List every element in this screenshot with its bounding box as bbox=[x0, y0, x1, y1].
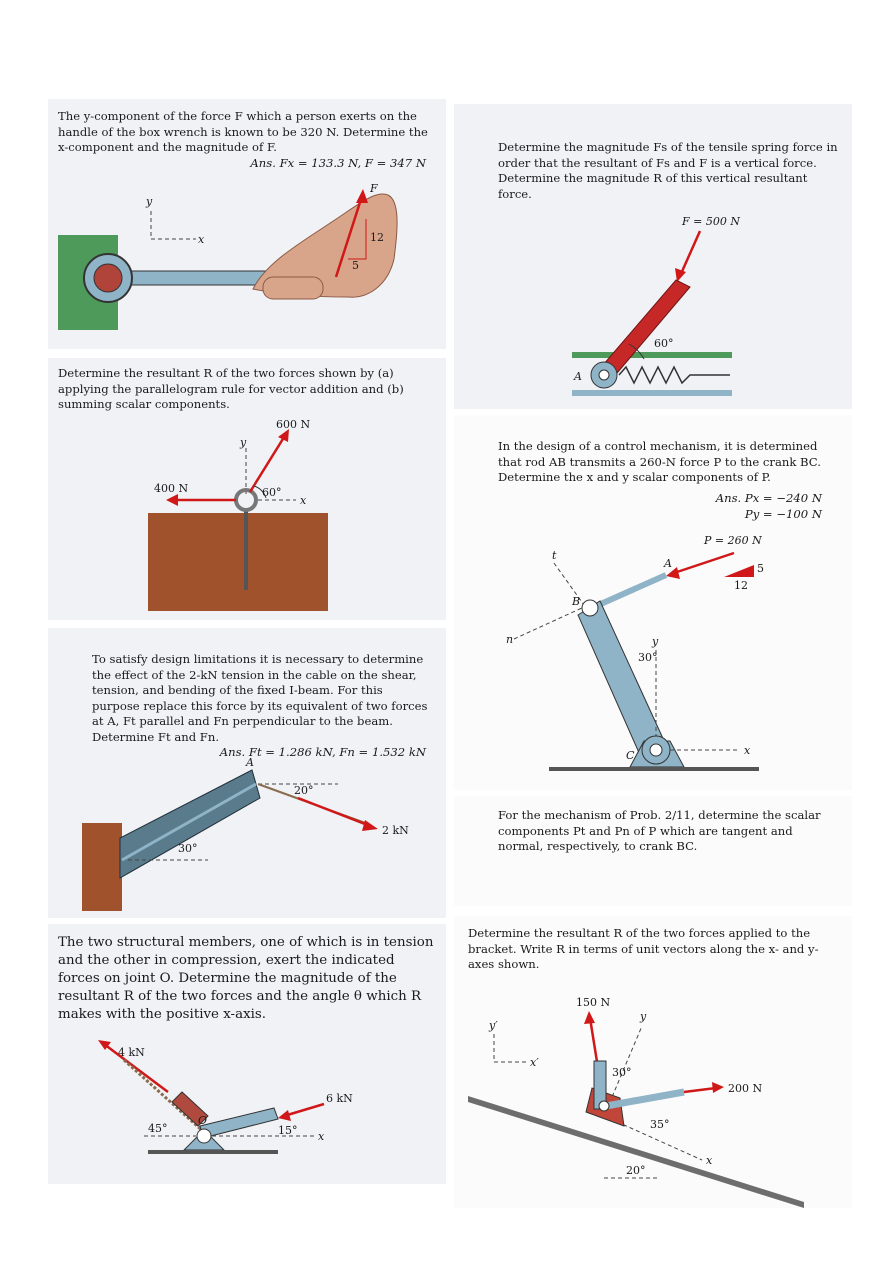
problem-4-panel bbox=[454, 415, 852, 790]
joint bbox=[599, 1101, 609, 1111]
angle-35-label: 35° bbox=[650, 1118, 670, 1131]
angle-20-label: 20° bbox=[294, 784, 314, 797]
force-600-arrow bbox=[250, 434, 286, 492]
point-c-label: C bbox=[626, 749, 635, 762]
force-6kn-arrowhead bbox=[278, 1110, 291, 1121]
force-600-label: 600 N bbox=[276, 418, 311, 431]
force-400-label: 400 N bbox=[154, 482, 189, 495]
angle-label: 30° bbox=[638, 651, 658, 664]
bracket-figure bbox=[454, 916, 852, 1208]
force-label: F = 500 N bbox=[682, 215, 740, 228]
y-axis-label: y bbox=[652, 635, 659, 648]
problem-3-text: Determine the resultant R of the two forces shown by (a) applying the parallelogram rule for vector addition and (b) summing scalar components. bbox=[58, 366, 404, 412]
xp-axis-label: x′ bbox=[530, 1056, 539, 1069]
n-axis bbox=[514, 607, 584, 639]
n-axis-label: n bbox=[506, 633, 514, 646]
force-400-arrowhead bbox=[166, 494, 178, 506]
thumb bbox=[263, 277, 323, 299]
problem-8-text: Determine the resultant R of the two forces applied to the bracket. Write R in terms of unit vectors along the x- and y-axes shown. bbox=[468, 926, 819, 972]
yp-axis-label: y′ bbox=[489, 1019, 498, 1032]
y-axis-label: y bbox=[240, 436, 247, 449]
force-f-label: F bbox=[370, 182, 378, 195]
x-axis-label: x bbox=[198, 233, 205, 246]
angle-20-label: 20° bbox=[626, 1164, 646, 1177]
problem-7-panel bbox=[48, 924, 446, 1184]
spring bbox=[619, 367, 730, 383]
x-axis-label: x bbox=[300, 494, 307, 507]
wrench-figure bbox=[48, 99, 446, 349]
problem-4-answer-2: Py = −100 N bbox=[744, 507, 822, 521]
problem-4-answer-1: Ans. Px = −240 N bbox=[715, 491, 822, 505]
ground bbox=[549, 767, 759, 771]
problem-4-text: In the design of a control mechanism, it is determined that rod AB transmits a 260-N force P to the crank BC. Determine the x and y scalar components of P. bbox=[498, 439, 821, 485]
crank-figure bbox=[454, 415, 852, 790]
angle-30-label: 30° bbox=[612, 1066, 632, 1079]
spring-figure bbox=[454, 104, 852, 409]
rod-ab bbox=[594, 575, 666, 607]
problem-7-text: The two structural members, one of which is in tension and the other in compression, exert the indicated forces on joint O. Determine the magnitude of the resultant R of the two forces and the angle θ which R makes with the positive x-axis. bbox=[58, 935, 434, 1022]
point-a-label: A bbox=[664, 557, 672, 570]
ibeam-figure bbox=[48, 628, 446, 918]
slope-rise: 5 bbox=[757, 562, 764, 575]
force-label: 2 kN bbox=[382, 824, 409, 837]
force-150-label: 150 N bbox=[576, 996, 611, 1009]
force-200-label: 200 N bbox=[728, 1082, 763, 1095]
problem-2-panel bbox=[454, 104, 852, 409]
t-axis-label: t bbox=[552, 549, 557, 562]
problem-5-answer: Ans. Ft = 1.286 kN, Fn = 1.532 kN bbox=[219, 745, 426, 759]
problem-2-text: Determine the magnitude Fs of the tensile spring force in order that the resultant of Fs and F is a vertical force. Determine the magnitude R of this vertical resultant force. bbox=[498, 140, 838, 201]
problem-3-panel bbox=[48, 358, 446, 620]
force-arrow bbox=[680, 231, 700, 276]
y-axis-label: y bbox=[640, 1010, 647, 1023]
support-bottom bbox=[572, 390, 732, 396]
x-axis-label: x bbox=[706, 1154, 713, 1167]
force-f-arrowhead bbox=[356, 189, 368, 203]
x-axis-label: x bbox=[318, 1130, 325, 1143]
pivot-b bbox=[582, 600, 598, 616]
bolt bbox=[94, 264, 122, 292]
problem-1-answer: Ans. Fx = 133.3 N, F = 347 N bbox=[250, 156, 426, 170]
pivot-label: A bbox=[574, 370, 582, 383]
joint-figure bbox=[48, 924, 446, 1184]
ibeam bbox=[120, 770, 260, 878]
problem-5-panel bbox=[48, 628, 446, 918]
problem-1-text: The y-component of the force F which a person exerts on the handle of the box wrench is known to be 320 N. Determine the x-component and the magnitude of F. bbox=[58, 109, 428, 155]
pivot-c-inner bbox=[650, 744, 662, 756]
force-arrow bbox=[674, 553, 734, 573]
problem-6-panel bbox=[454, 796, 852, 906]
angle-30-label: 30° bbox=[178, 842, 198, 855]
force-6kn-label: 6 kN bbox=[326, 1092, 353, 1105]
support-top bbox=[572, 352, 732, 358]
joint-o bbox=[197, 1129, 211, 1143]
force-label: P = 260 N bbox=[704, 534, 762, 547]
force-6kn-arrow bbox=[284, 1104, 324, 1116]
ground bbox=[148, 1150, 278, 1154]
problem-6-text: For the mechanism of Prob. 2/11, determine the scalar components Pt and Pn of P which are tangent and normal, respectively, to crank BC. bbox=[498, 808, 821, 854]
wood-block bbox=[148, 513, 328, 611]
slope-run: 5 bbox=[352, 259, 359, 272]
problem-1-panel bbox=[48, 99, 446, 349]
point-b-label: B bbox=[572, 595, 581, 608]
wall bbox=[82, 823, 122, 911]
force-arrow bbox=[298, 798, 370, 826]
x-axis-label: x bbox=[744, 744, 751, 757]
joint-o-label: O bbox=[198, 1114, 208, 1127]
slope-run: 12 bbox=[734, 579, 748, 592]
slope-rise: 12 bbox=[370, 231, 384, 244]
problem-8-panel bbox=[454, 916, 852, 1208]
angle-label: 60° bbox=[654, 337, 674, 350]
angle-15-label: 15° bbox=[278, 1124, 298, 1137]
eyebolt-figure bbox=[48, 358, 446, 620]
problem-5-text: To satisfy design limitations it is necessary to determine the effect of the 2-kN tension in the cable on the shear, tension, and bending of the fixed I-beam. For this purpose replace this force by its equivalent of two forces at A, Ft parallel and Fn perpendicular to the beam. Determine Ft and Fn. bbox=[92, 652, 428, 744]
crank-bc bbox=[578, 601, 666, 755]
incline bbox=[468, 1096, 804, 1208]
slope-triangle bbox=[724, 565, 754, 577]
pivot-inner bbox=[599, 370, 609, 380]
y-axis-label: y bbox=[146, 195, 153, 208]
force-200-arrowhead bbox=[712, 1082, 724, 1093]
force-4kn-label: 4 kN bbox=[118, 1046, 145, 1059]
angle-45-label: 45° bbox=[148, 1122, 168, 1135]
force-200-arrow bbox=[684, 1088, 716, 1092]
force-150-arrowhead bbox=[584, 1011, 595, 1024]
angle-label: 60° bbox=[262, 486, 282, 499]
point-a-label: A bbox=[246, 756, 254, 769]
member-compression bbox=[200, 1108, 278, 1138]
